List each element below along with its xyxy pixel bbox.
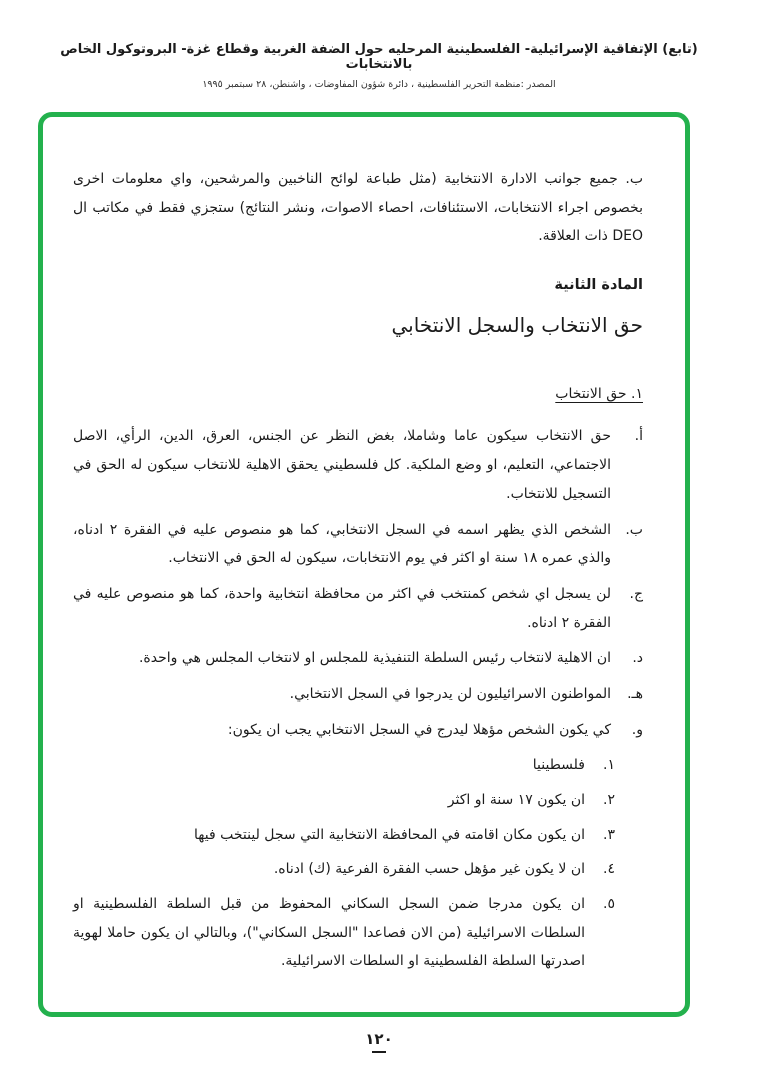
item-label: د. (632, 650, 643, 667)
list-item (73, 716, 643, 745)
sub-item-label: ٣. (603, 826, 615, 843)
item-label: ج. (629, 585, 643, 602)
document-title: (تابع) الإتفاقية الإسرائيلية- الفلسطينية المرحليه حول الضفة الغربية وقطاع غزة- البروتوكول الخاص بالانتخابات (60, 42, 698, 72)
document-content (43, 117, 685, 976)
sub-item-text: فلسطينيا (532, 757, 585, 774)
section-heading-text: ١. حق الانتخاب (555, 385, 643, 402)
list-item (73, 516, 643, 573)
sub-item-text: ان لا يكون غير مؤهل حسب الفقرة الفرعية (ك) ادناه. (273, 861, 585, 878)
sub-item-label: ١. (603, 757, 615, 774)
item-text: المواطنون الاسرائيليون لن يدرجوا في السجل الانتخابي. (289, 685, 611, 702)
list-item (73, 422, 643, 508)
article-title: المادة الثانية (554, 277, 643, 294)
document-header (30, 42, 728, 90)
item-label: و. (631, 721, 643, 738)
list-item (73, 644, 643, 673)
document-footer (0, 1030, 758, 1053)
article-subtitle: حق الانتخاب والسجل الانتخابي (391, 312, 643, 337)
item-text: كي يكون الشخص مؤهلا ليدرج في السجل الانتخابي يجب ان يكون: (227, 721, 611, 738)
document-border-frame (38, 112, 690, 1017)
item-label: ب. (625, 521, 643, 538)
page-number: ١٢٠ (365, 1030, 393, 1048)
list-item (73, 680, 643, 709)
intro-paragraph-label: ب. (625, 171, 644, 187)
sub-item-label: ٤. (603, 861, 615, 878)
document-source-line: المصدر :منظمة التحرير الفلسطينية ، دائرة شؤون المفاوضات ، واشنطن، ٢٨ سبتمبر ١٩٩٥ (202, 79, 556, 90)
intro-paragraph (73, 165, 643, 251)
numbered-sub-item (73, 890, 615, 976)
item-text: لن يسجل اي شخص كمنتخب في اكثر من محافظة انتخابية واحدة، كما هو منصوص عليه في الفقرة ٢ ادناه. (73, 585, 611, 631)
item-label: هـ. (627, 685, 643, 702)
numbered-sub-item (73, 855, 615, 884)
list-item (73, 580, 643, 637)
numbered-sub-item (73, 821, 615, 850)
item-text: ان الاهلية لانتخاب رئيس السلطة التنفيذية للمجلس او لانتخاب المجلس هي واحدة. (138, 650, 611, 667)
item-text: الشخص الذي يظهر اسمه في السجل الانتخابي، كما هو منصوص عليه في الفقرة ٢ ادناه، والذي عمره ١٨ سنة او اكثر في يوم الانتخابات، سيكون له الحق في الانتخاب. (73, 521, 611, 567)
numbered-sub-item (73, 751, 615, 780)
item-text: حق الانتخاب سيكون عاما وشاملا، بغض النظر عن الجنس، العرق، الدين، الرأي، الاصل الاجتماعي، التعليم، او وضع الملكية. كل فلسطيني يحقق الاهلية للانتخاب سيكون له الحق في التسجيل للانتخاب. (73, 428, 611, 502)
sub-item-label: ٥. (603, 896, 615, 913)
item-label: أ. (634, 428, 643, 445)
sub-item-label: ٢. (603, 792, 615, 809)
sub-item-text: ان يكون مدرجا ضمن السجل السكاني المحفوظ من قبل السلطة الفلسطينية او السلطات الاسرائيلية (من الان فصاعدا "السجل السكاني")، وبالتالي ان يكون حاملا لهوية اصدرتها السلطة الفلسطينية او السلطات الاسرائيلية. (73, 896, 585, 970)
page-number-underline (372, 1051, 386, 1053)
sub-item-text: ان يكون ١٧ سنة او اكثر (447, 792, 585, 809)
sub-item-text: ان يكون مكان اقامته في المحافظة الانتخابية التي سجل لينتخب فيها (194, 826, 585, 843)
numbered-sub-item (73, 786, 615, 815)
intro-paragraph-text: جميع جوانب الادارة الانتخابية (مثل طباعة لوائح الناخبين والمرشحين، واي معلومات اخرى بخصوص اجراء الانتخابات، الاستئنافات، احصاء الاصوات، ونشر النتائج) ستجزي فقط في مكاتب ال DEO ذات العلاقة. (73, 171, 643, 245)
section-heading (73, 380, 643, 409)
